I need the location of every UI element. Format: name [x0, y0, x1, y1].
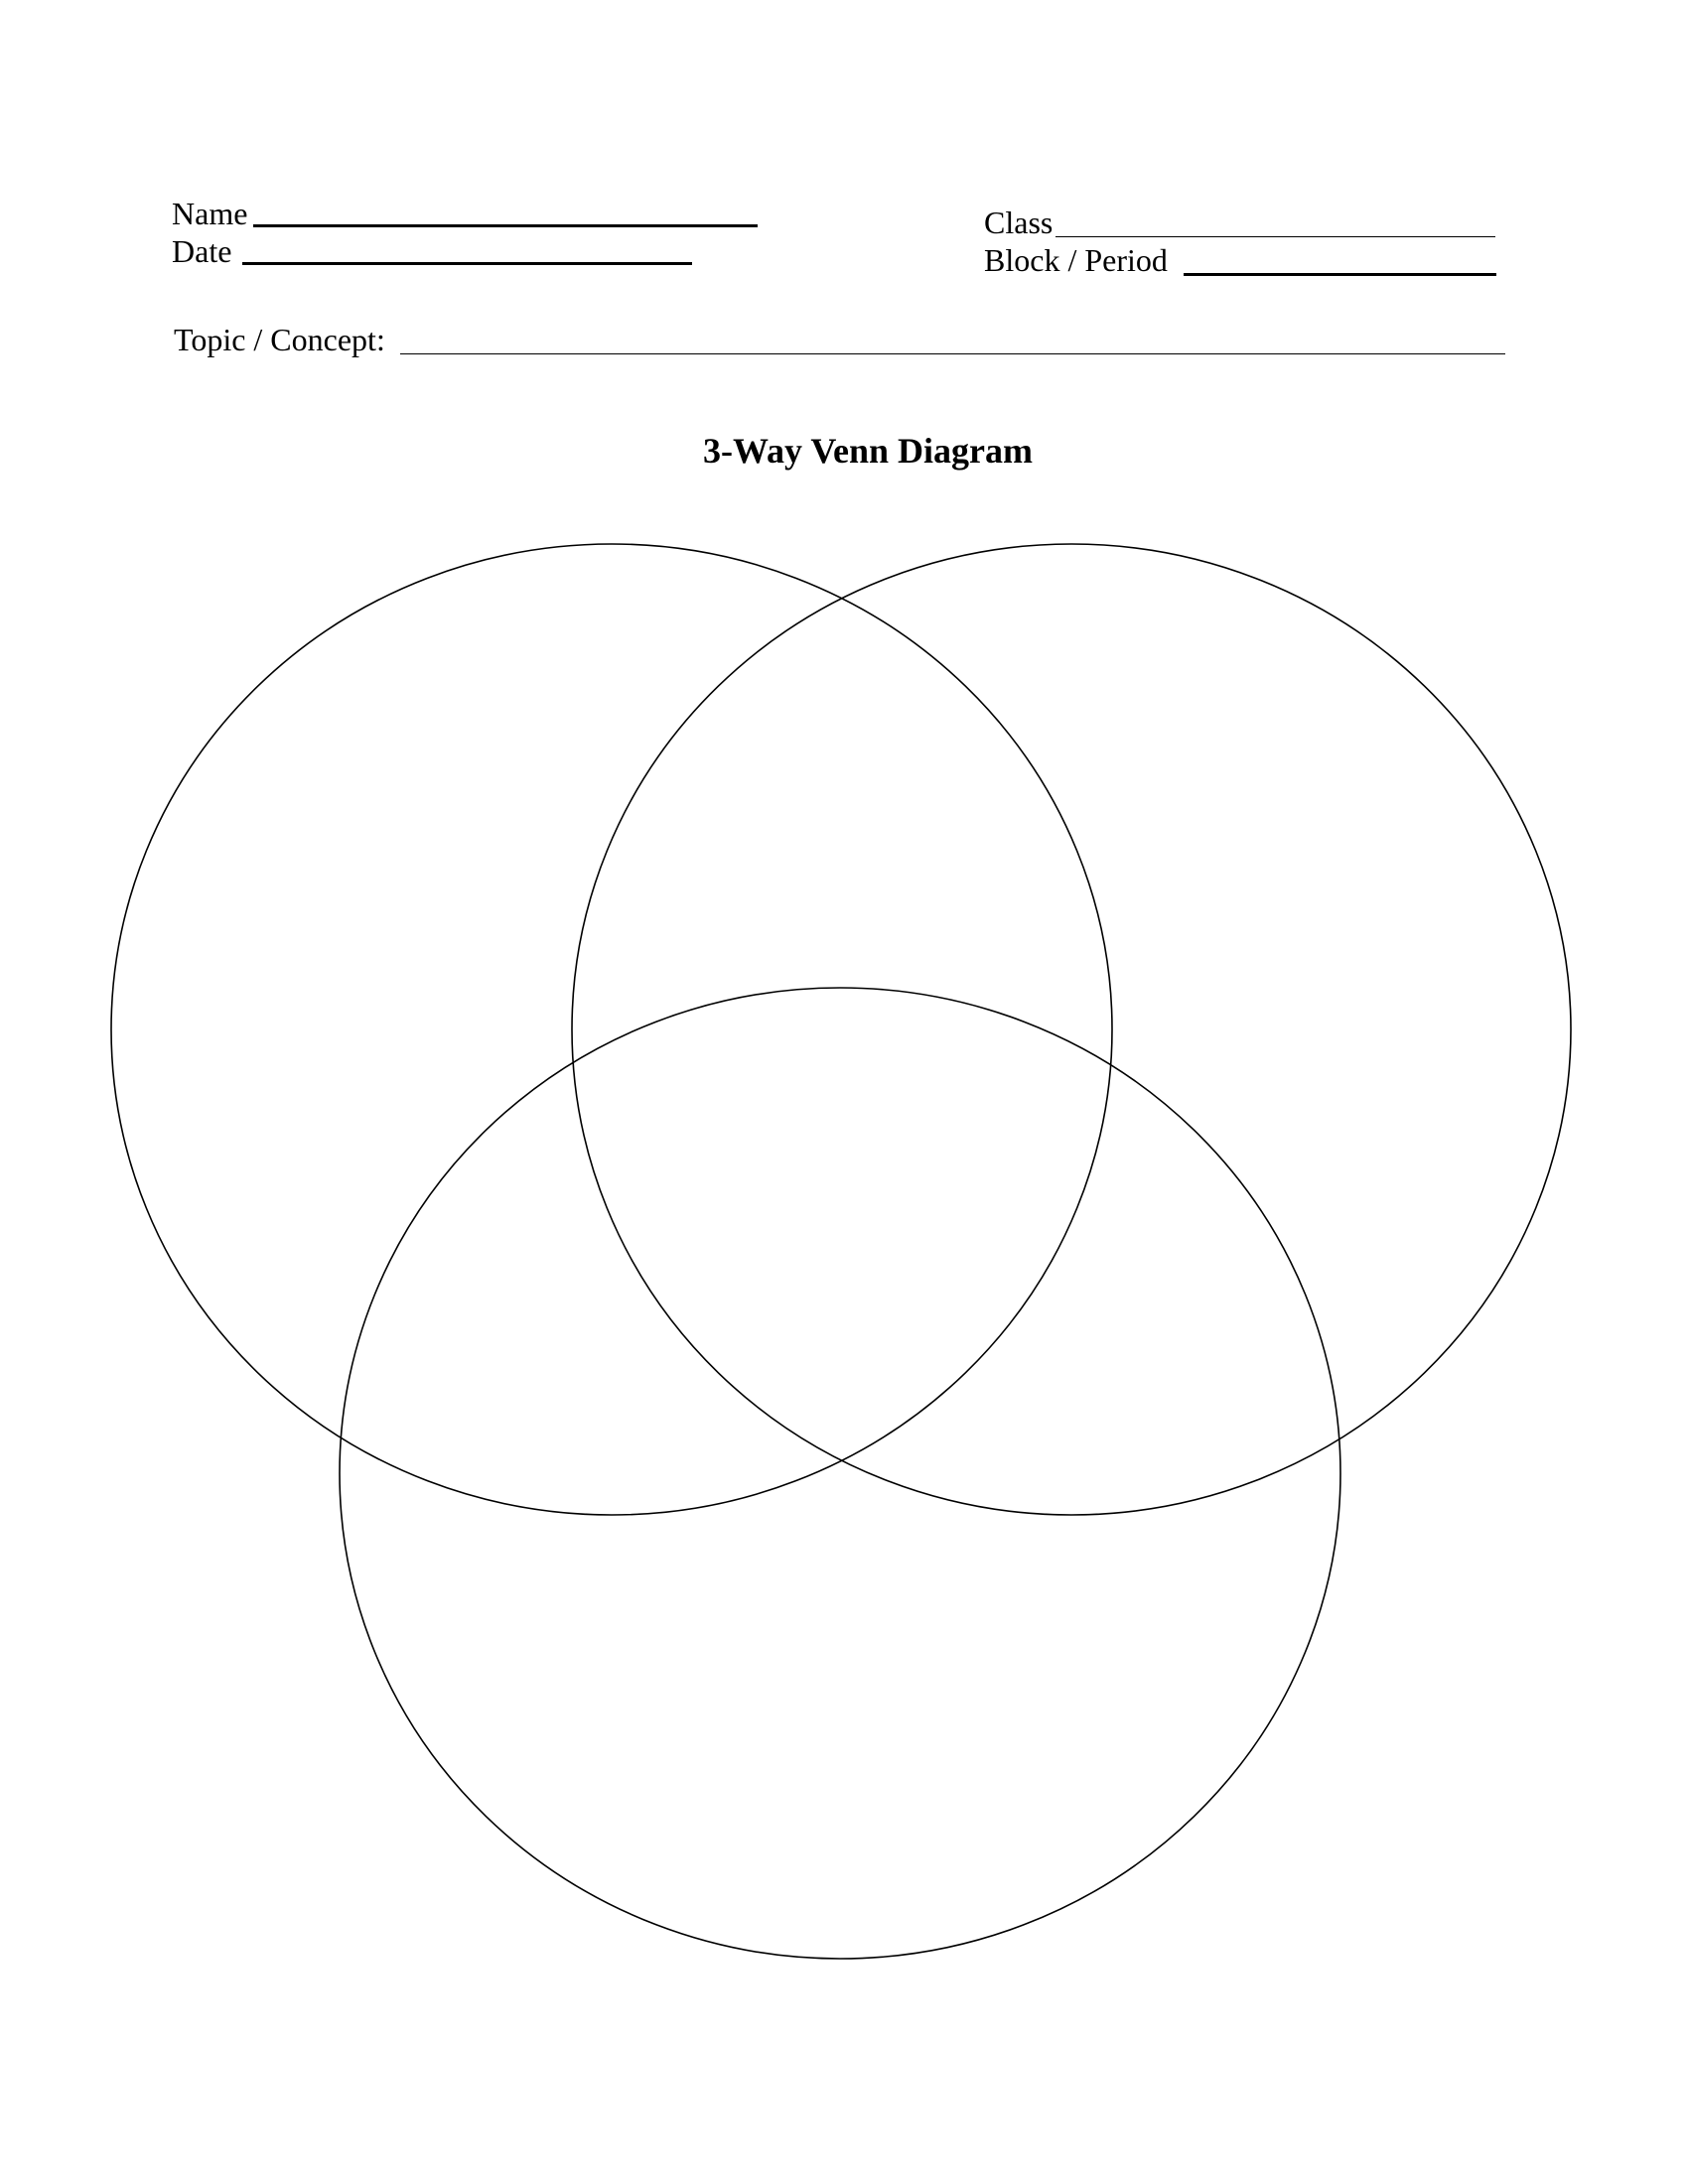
name-label: Name	[172, 196, 248, 231]
block-period-label: Block / Period	[984, 242, 1168, 278]
class-label: Class	[984, 205, 1054, 240]
date-label: Date	[172, 233, 232, 269]
venn-circle-left[interactable]	[111, 544, 1112, 1515]
topic-concept-label: Topic / Concept:	[174, 322, 385, 357]
venn-circle-right[interactable]	[572, 544, 1571, 1515]
diagram-title: 3-Way Venn Diagram	[702, 431, 1034, 471]
venn-circle-bottom[interactable]	[340, 988, 1340, 1959]
